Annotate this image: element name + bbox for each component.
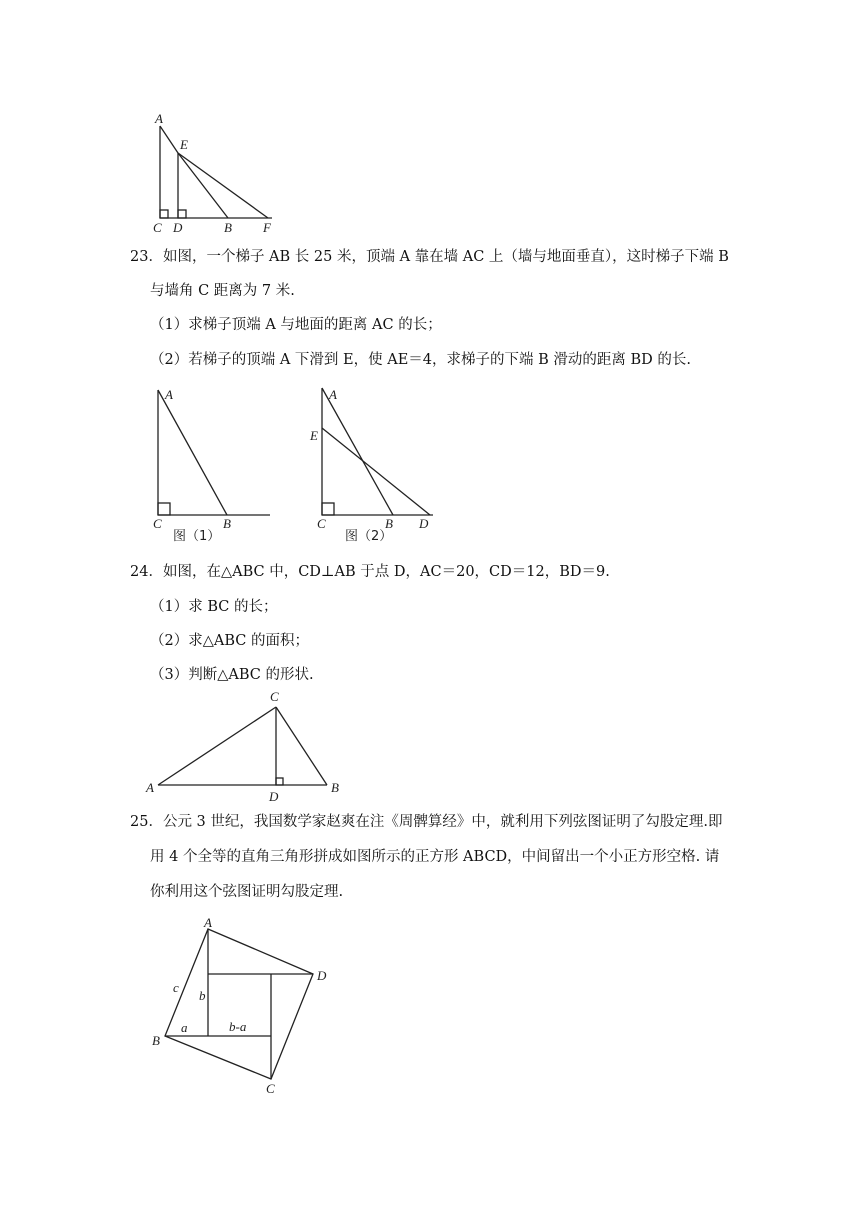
q22-figure xyxy=(140,105,290,235)
q23-figure-1 xyxy=(145,380,275,550)
label-d: D xyxy=(173,220,183,235)
q24-sub3: （3）判断△ABC 的形状. xyxy=(150,667,314,683)
label-a: A xyxy=(329,387,337,402)
q23-line2: 与墙角 C 距离为 7 米. xyxy=(150,283,295,299)
q25-line1: 25．公元 3 世纪，我国数学家赵爽在注《周髀算经》中，就利用下列弦图证明了勾股定理.即 xyxy=(130,814,723,830)
label-d: D xyxy=(317,968,327,983)
q23-figure-2 xyxy=(305,380,445,550)
q23-sub2: （2）若梯子的顶端 A 下滑到 E，使 AE＝4，求梯子的下端 B 滑动的距离 BD 的长. xyxy=(150,352,691,368)
q24-sub1: （1）求 BC 的长； xyxy=(150,599,278,615)
label-f: F xyxy=(263,220,271,235)
label-e: E xyxy=(180,137,188,152)
q25-line3: 你利用这个弦图证明勾股定理. xyxy=(150,884,344,900)
figure-caption: 图（1） xyxy=(173,529,221,544)
label-b: B xyxy=(331,780,339,795)
side-label-b-minus-a: b-a xyxy=(229,1019,247,1034)
side-label-a: a xyxy=(181,1020,188,1035)
label-a: A xyxy=(165,387,173,402)
label-b: B xyxy=(152,1033,160,1048)
q24-figure xyxy=(140,688,350,806)
q24-sub2: （2）求△ABC 的面积； xyxy=(150,633,309,649)
q25-line2: 用 4 个全等的直角三角形拼成如图所示的正方形 ABCD，中间留出一个小正方形空格. 请 xyxy=(150,849,720,865)
label-c: C xyxy=(153,516,162,531)
q25-figure xyxy=(145,912,340,1102)
q23-line1: 23．如图，一个梯子 AB 长 25 米，顶端 A 靠在墙 AC 上（墙与地面垂直），这时梯子下端 B xyxy=(130,249,729,265)
side-label-c: c xyxy=(173,980,179,995)
label-a: A xyxy=(155,111,163,126)
label-b: B xyxy=(385,516,393,531)
figure-caption: 图（2） xyxy=(345,529,393,544)
label-b: B xyxy=(223,516,231,531)
side-label-b: b xyxy=(199,988,206,1003)
label-a: A xyxy=(204,915,212,930)
label-d: D xyxy=(419,516,429,531)
label-a: A xyxy=(146,780,154,795)
label-c: C xyxy=(317,516,326,531)
q24-line1: 24．如图，在△ABC 中，CD⊥AB 于点 D，AC＝20，CD＝12，BD＝9. xyxy=(130,564,610,580)
q23-sub1: （1）求梯子顶端 A 与地面的距离 AC 的长； xyxy=(150,317,442,333)
label-c: C xyxy=(266,1081,275,1096)
label-d: D xyxy=(269,789,279,804)
label-b: B xyxy=(224,220,232,235)
label-e: E xyxy=(310,428,318,443)
label-c: C xyxy=(270,689,279,704)
label-c: C xyxy=(153,220,162,235)
